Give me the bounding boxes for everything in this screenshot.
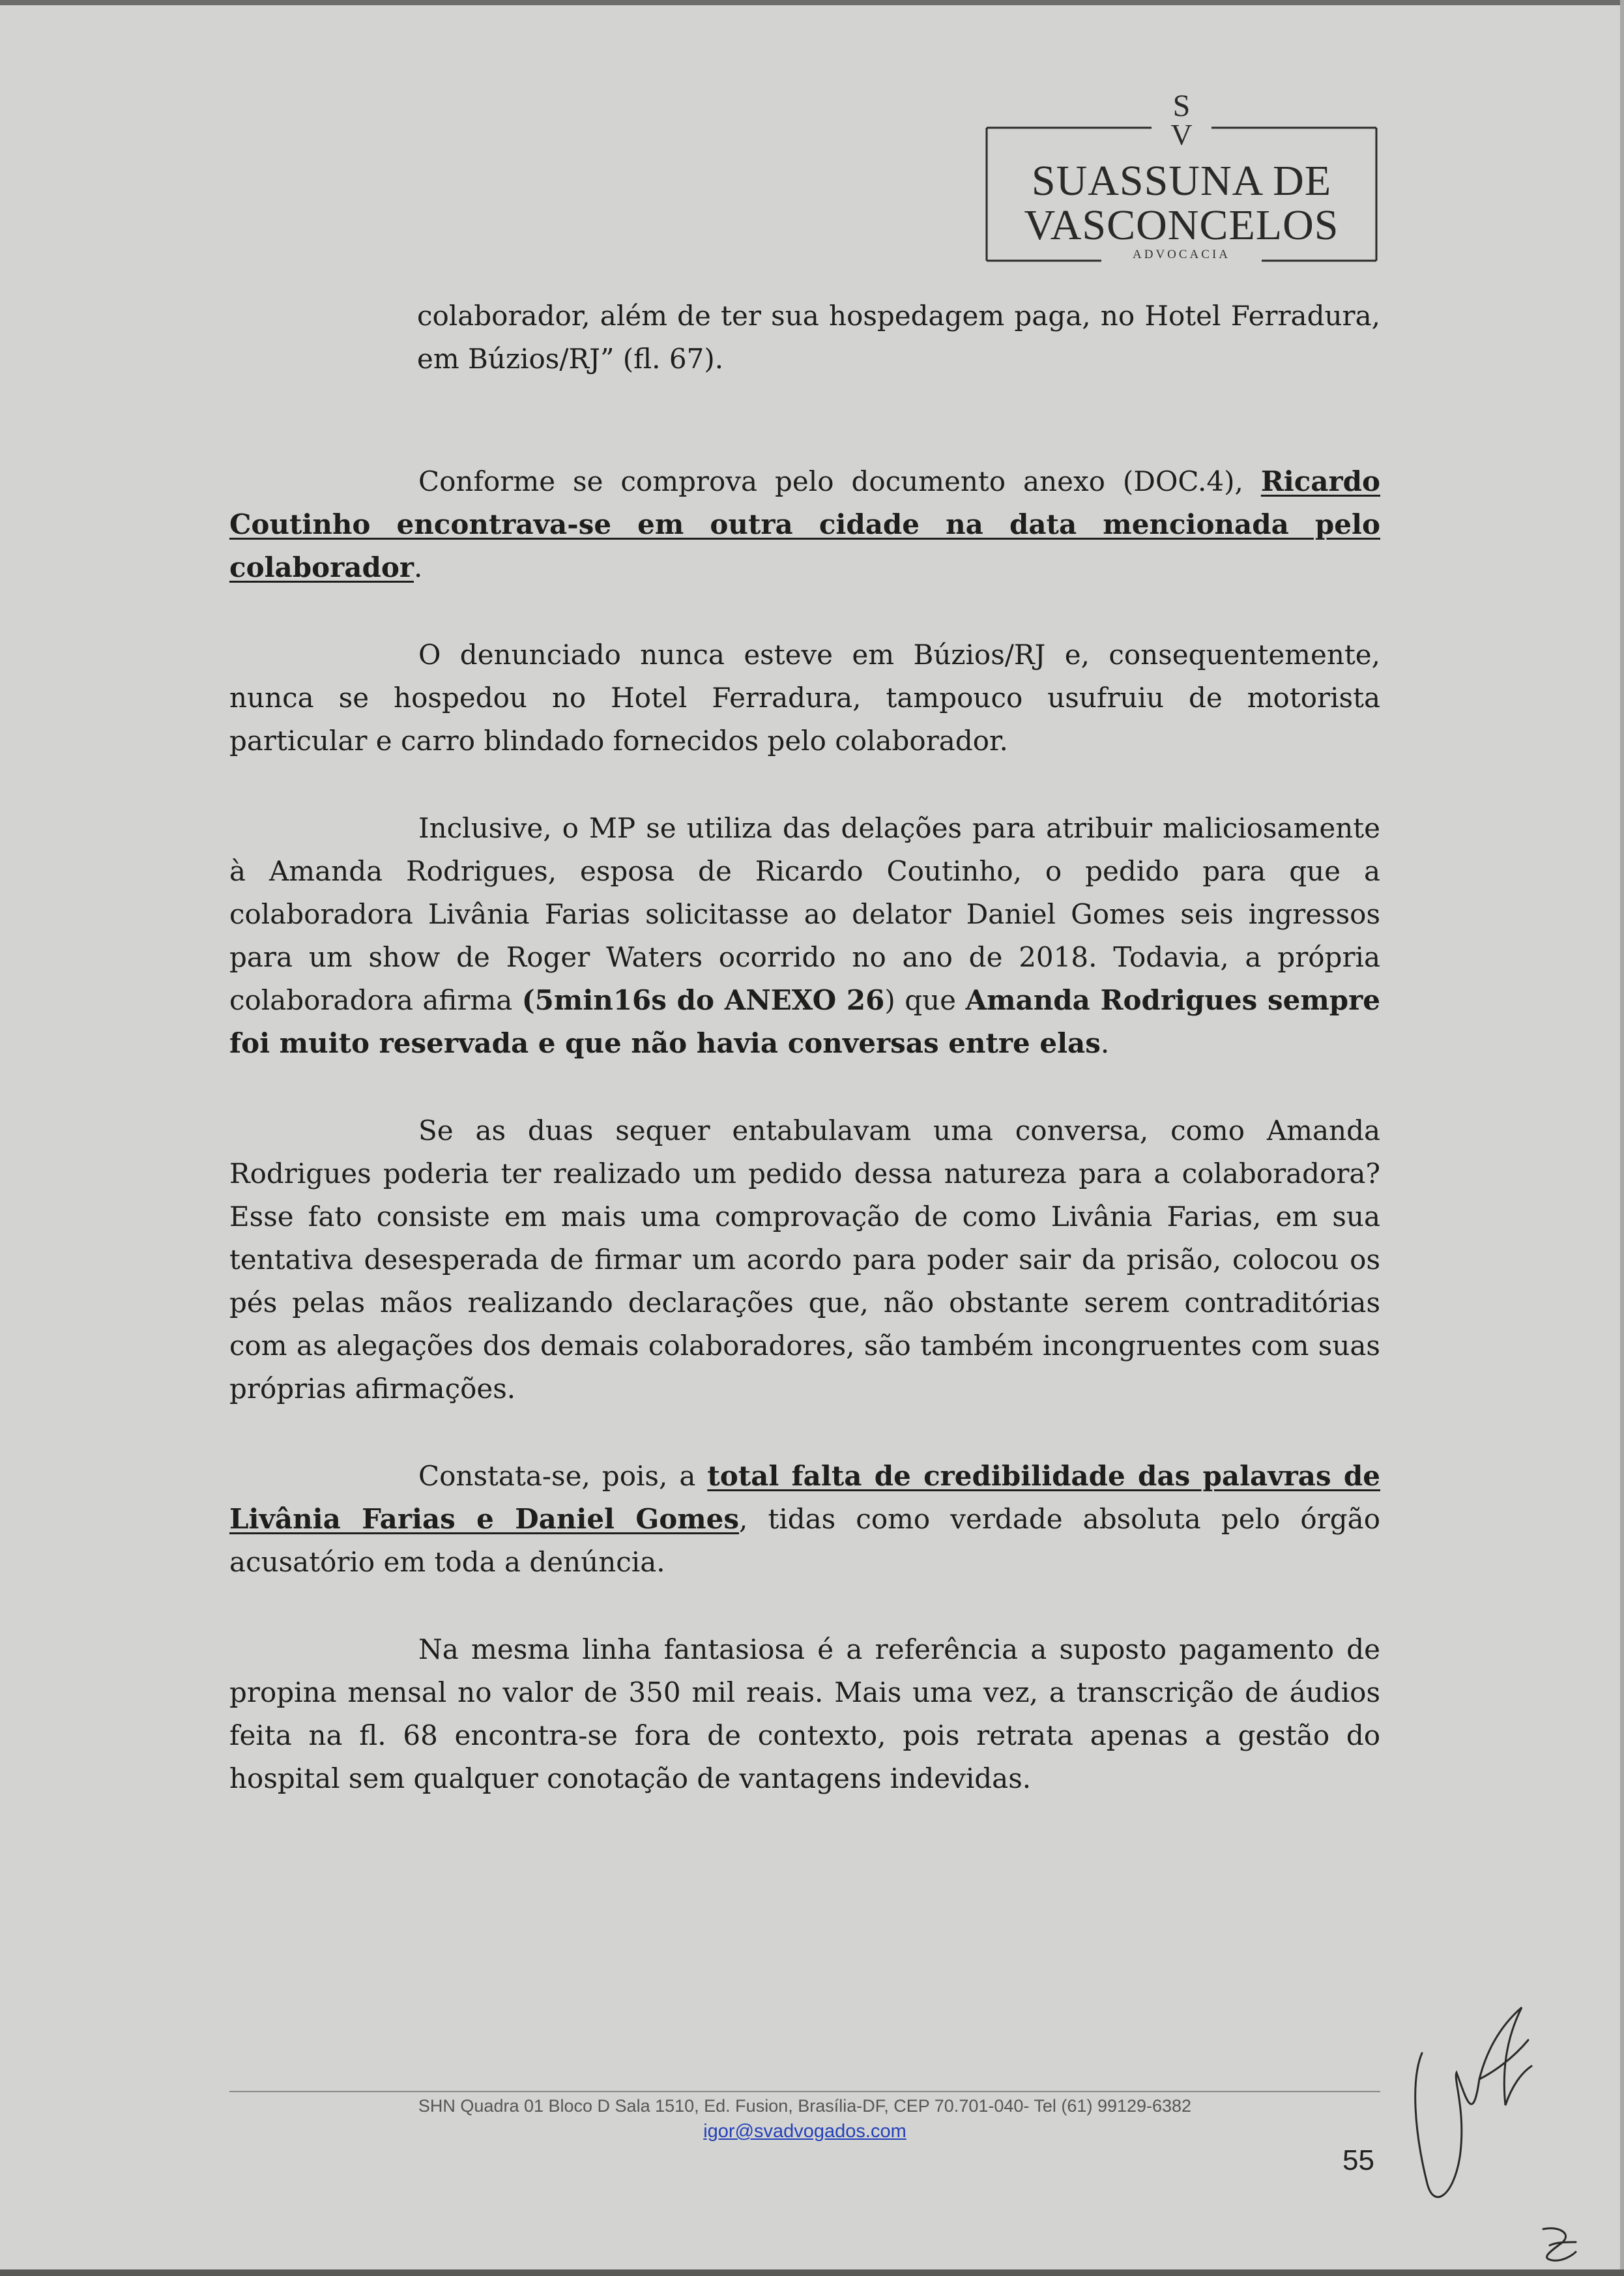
paragraph-inclusive bbox=[229, 807, 1380, 1065]
logo-tagline: ADVOCACIA bbox=[1133, 248, 1230, 261]
footer-divider bbox=[229, 2091, 1380, 2092]
handwritten-initial bbox=[1537, 2223, 1582, 2268]
monogram-v: V bbox=[1170, 118, 1193, 151]
paragraph-end: , tidas como verdade absoluta pelo órgão acusatório em toda a denúncia. bbox=[229, 1503, 1380, 1578]
paragraph-text: O denunciado nunca esteve em Búzios/RJ e, consequentemente, nunca se hospedou no Hotel Ferradura, tampouco usufruiu de motorista particular e carro blindado fornecidos pelo colaborador. bbox=[229, 639, 1380, 757]
paragraph-continuation bbox=[417, 295, 1380, 381]
scan-top-edge bbox=[0, 0, 1624, 5]
page-number: 55 bbox=[1342, 2144, 1374, 2176]
emphasis-ricardo-coutinho: Ricardo Coutinho encontrava-se em outra cidade na data mencionada pelo colaborador bbox=[229, 465, 1380, 583]
paragraph-end: . bbox=[1100, 1027, 1110, 1059]
paragraph-text: Na mesma linha fantasiosa é a referência a suposto pagamento de propina mensal no valor de 350 mil reais. Mais uma vez, a transcrição de áudios feita na fl. 68 encontra-se fora de contexto, pois retrata apenas a gestão do hospital sem qualquer conotação de vantagens indevidas. bbox=[229, 1633, 1380, 1794]
paragraph-constata-se bbox=[229, 1455, 1380, 1584]
paragraph-doc4 bbox=[229, 460, 1380, 589]
monogram-s: S bbox=[1172, 93, 1191, 123]
handwritten-signature bbox=[1408, 2001, 1538, 2216]
paragraph-denunciado bbox=[229, 634, 1380, 763]
paragraph-text: Conforme se comprova pelo documento anexo (DOC.4), bbox=[418, 465, 1261, 497]
scan-bottom-edge bbox=[0, 2269, 1624, 2276]
paragraph-text: que bbox=[895, 984, 966, 1016]
paragraph-text: Inclusive, o MP se utiliza das delações para atribuir maliciosamente à Amanda Rodrigues, esposa de Ricardo Coutinho, o pedido para que a colaboradora Livânia Farias solicitasse ao delator Daniel Gomes seis ingressos para um show de Roger Waters ocorrido no ano de 2018. Todavia, a própria colaboradora afirma bbox=[229, 812, 1380, 1016]
emphasis-falta-credibilidade: total falta de credibilidade das palavras de Livânia Farias e Daniel Gomes bbox=[229, 1460, 1380, 1535]
footer-address: SHN Quadra 01 Bloco D Sala 1510, Ed. Fusion, Brasília-DF, CEP 70.701-040- Tel (61) 99129-6382 bbox=[418, 2096, 1192, 2116]
paragraph-propina bbox=[229, 1628, 1380, 1800]
logo-name-line1: SUASSUNA DE bbox=[1031, 157, 1332, 205]
paragraph-text: colaborador, além de ter sua hospedagem paga, no Hotel Ferradura, em Búzios/RJ” (fl. 67). bbox=[417, 300, 1380, 375]
paragraph-end: . bbox=[414, 551, 423, 583]
reference-close: ) bbox=[884, 984, 895, 1016]
paragraph-se-as-duas bbox=[229, 1109, 1380, 1410]
reference-anexo-26: (5min16s do ANEXO 26 bbox=[521, 984, 885, 1016]
footer-email-link[interactable]: igor@svadvogados.com bbox=[703, 2121, 906, 2142]
scan-right-edge bbox=[1620, 0, 1624, 2276]
firm-logo bbox=[985, 93, 1378, 263]
logo-name-line2: VASCONCELOS bbox=[1024, 201, 1339, 249]
document-body bbox=[229, 295, 1380, 1800]
paragraph-text: Se as duas sequer entabulavam uma conversa, como Amanda Rodrigues poderia ter realizado um pedido dessa natureza para a colaboradora? Esse fato consiste em mais uma comprovação de como Livânia Farias, em sua tentativa desesperada de firmar um acordo para poder sair da prisão, colocou os pés pelas mãos realizando declarações que, não obstante serem contraditórias com as alegações dos demais colaboradores, são também incongruentes com suas próprias afirmações. bbox=[229, 1115, 1380, 1405]
paragraph-text: Constata-se, pois, a bbox=[418, 1460, 708, 1492]
emphasis-amanda-rodrigues: Amanda Rodrigues sempre foi muito reservada e que não havia conversas entre elas bbox=[229, 984, 1381, 1059]
